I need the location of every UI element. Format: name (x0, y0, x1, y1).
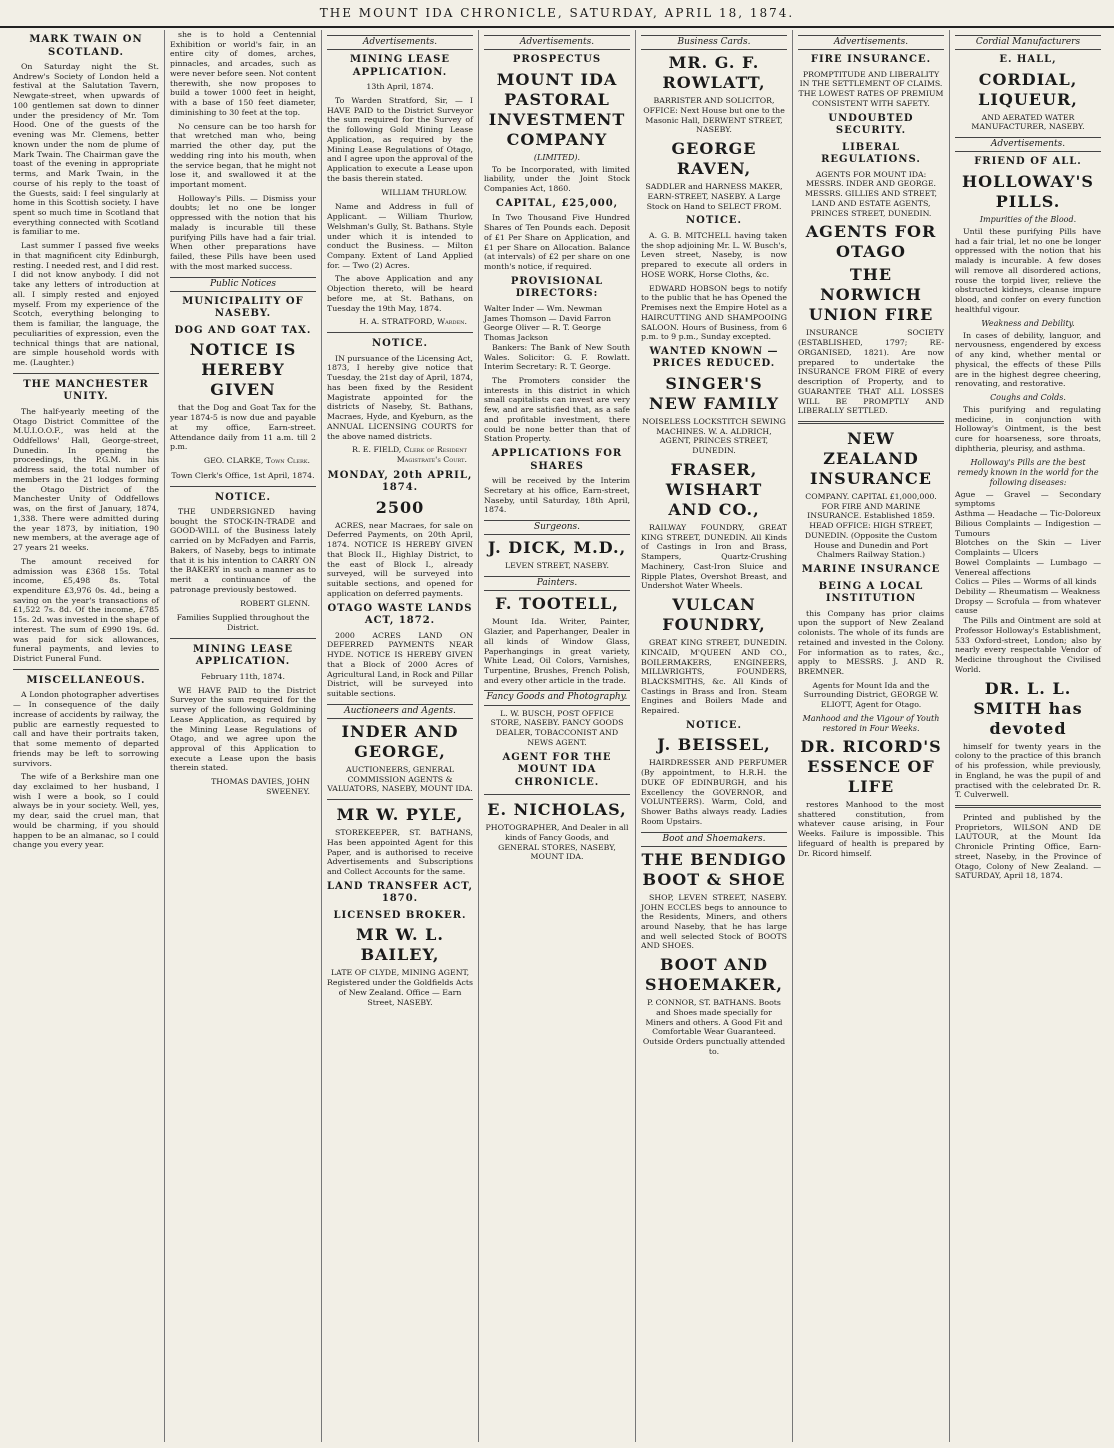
mark-twain-paragraph: On Saturday night the St. Andrew's Society of London held a festival at the Salutation Tavern, Newgate-street, when upwards of 100 gentlemen sat down to dinner under the presidency of Mr. Tom Hood. One of the guests of the evening was Mr. Clemens, better known under the nom de plume of Mark Twain. The Chairman gave the toast of the evening in appropriate terms, and Mark Twain, in the course of his reply to the toast of the Guests, said: I feel singularly at home in this Scottish society. I have spent so much time in Scotland that everything connected with Scotland is familiar to me. (13, 62, 159, 237)
bankers-paragraph: Bankers: The Bank of New South Wales. Solicitor: G. F. Rowlatt. Interim Secretary: R. T. George. (484, 342, 630, 372)
list-item: Dropsy — Scrofula — from whatever cause (955, 596, 1101, 616)
column-7 (950, 30, 1106, 1442)
imprint-paragraph: Printed and published by the Proprietors, WILSON AND DE LAUTOUR, at the Mount Ida Chronicle Printing Office, Earn-street, Naseby, in the Province of Otago, Colony of New Zealand. — SATURDAY, April 18, 1874. (955, 813, 1101, 881)
licensing-paragraph: IN pursuance of the Licensing Act, 1873, I hereby give notice that Tuesday, the 21st day of April, 1874, has been fixed by the Resident Magistrate appointed for the districts of Naseby, St. Bathans, Macraes, Hyde, and Kyeburn, as the ANNUAL LICENSING COURTS for the above named districts. (327, 353, 473, 441)
miscellaneous-heading: MISCELLANEOUS. (26, 674, 146, 686)
manchester-unity-heading: THE MANCHESTER UNITY. (23, 378, 149, 403)
pills-sold-paragraph: The Pills and Ointment are sold at Professor Holloway's Establishment, 533 Oxford-street, London; also by nearly every respectable Vendor of Medicine throughout the Civilised World. (955, 616, 1101, 674)
vulcan-paragraph: GREAT KING STREET, DUNEDIN. KINCAID, M'QUEEN AND CO., BOILERMAKERS, ENGINEERS, MILLWRIGHTS, FOUNDERS, BLACKSMITHS, &c. All Kinds of Castings in Brass and Iron. Steam Engines and Boilers Made and Repaired. (641, 638, 787, 716)
busch-paragraph: L. W. BUSCH, POST OFFICE STORE, NASEBY. FANCY GOODS DEALER, TOBACCONIST AND NEWS AGENT. (490, 708, 624, 747)
ricord-paragraph: restores Manhood to the most shattered constitution, from whatever cause arising, in Four Weeks. Failure is impossible. This lifeguard of health is prepared by Dr. Ricord himself. (798, 799, 944, 858)
list-item: Asthma — Headache — Tic-Doloreux (955, 509, 1101, 519)
list-item: Thomas Jackson (484, 333, 549, 343)
misc-paragraph: The wife of a Berkshire man one day exclaimed to her husband, I wish I were a book, so I could always be in your society. Well, yes, my dear, said the cruel man, that would be charming, if you should happen to be an almanac, so I could change you every year. (13, 772, 159, 850)
boot-makers-heading: Boot and Shoemakers. (641, 832, 787, 847)
municipality-heading: MUNICIPALITY OF NASEBY. (182, 295, 304, 320)
eliott-paragraph: Agents for Mount Ida and the Surrounding District, GEORGE W. ELIOTT, Agent for Otago. (803, 680, 939, 710)
column-4 (479, 30, 636, 1442)
applicant-paragraph: Name and Address in full of Applicant. — William Thurlow, Welshman's Gully, St. Bathans. Style under which it is intended to conduct the Business. — Milton Company. Extent of Land Applied for. — Two (2) Acres. (327, 202, 473, 270)
company-subtitle: (LIMITED). (533, 152, 581, 162)
waste-lands-heading: OTAGO WASTE LANDS ACT, 1872. (327, 602, 473, 627)
beissel-title: J. BEISSEL, (657, 735, 771, 755)
beissel-paragraph: HAIRDRESSER AND PERFUMER (By appointment, to H.R.H. the DUKE OF EDINBURGH, and his Excellency the GOVERNOR, and VOLUNTEERS). Warm, Cold, and Shower Baths always ready. Ladies Room Upstairs. (641, 758, 787, 826)
bendigo-title: THE BENDIGO BOOT & SHOE (641, 849, 787, 889)
singer-paragraph: NOISELESS LOCKSTITCH SEWING MACHINES. W. A. ALDRICH, AGENT, PRINCES STREET, DUNEDIN. (642, 416, 786, 456)
hall-heading: E. HALL, (999, 54, 1057, 66)
debility-paragraph: In cases of debility, languor, and nervousness, engendered by excess of any kind, whether mental or physical, the effects of these Pills are in the highest degree cheering, renovating, and restorative. (955, 330, 1101, 389)
mining-lease-paragraph: WE HAVE PAID to the District Surveyor the sum required for the survey of the following Goldmining Lease Application, as required by the Mining Lease Regulations of Otago, and we agree upon the approval of this Application to execute a Lease upon the basis therein stated. (170, 685, 316, 773)
signature: R. E. FIELD, Clerk of Resident Magistrate's Court. (351, 445, 467, 464)
inder-george-title: INDER AND GEORGE, (341, 721, 459, 761)
divider (170, 638, 316, 639)
column-1 (8, 30, 165, 1442)
business-cards-heading: Business Cards. (641, 35, 787, 50)
impurities-paragraph: Until these purifying Pills have had a fair trial, let no one be longer oppressed with the notion that his malady is incurable. A few doses will remove all disordered actions, rouse the torpid liver, relieve the obstructed kidneys, cleanse impure blood, and confer on every function healthful vigour. (955, 226, 1101, 314)
misc-paragraph: A London photographer advertises — In consequence of the daily increase of accidents by railway, the public are earnestly requested to call and have their portraits taken, that some memento of departed friends may be left to sorrowing survivors. (13, 690, 159, 768)
diseases-subtitle: Holloway's Pills are the best remedy known in the world for the following diseases: (957, 457, 1099, 487)
column-2 (165, 30, 322, 1442)
nicholas-paragraph: PHOTOGRAPHER, And Dealer in all kinds of Fancy Goods, and GENERAL STORES, NASEBY, MOUNT IDA. (485, 823, 629, 862)
article-paragraph: she is to hold a Centennial Exhibition or world's fair, in an entire city of domes, arches, pinnacles, and arcades, such as were never before seen. Not content therewith, she now proposes to build a tower 1000 feet in height, with a base of 150 feet diameter, diminishing to 30 feet at the top. (170, 30, 316, 117)
debility-subtitle: Weakness and Debility. (981, 318, 1075, 328)
connor-title: BOOT AND SHOEMAKER, (645, 955, 783, 995)
licensed-broker-heading: LICENSED BROKER. (333, 909, 467, 921)
fancy-goods-heading: Fancy Goods and Photography. (484, 690, 630, 705)
vulcan-title: VULCAN FOUNDRY, (662, 595, 766, 635)
coughs-subtitle: Coughs and Colds. (990, 392, 1066, 402)
divider (170, 486, 316, 487)
coughs-paragraph: This purifying and regulating medicine, in conjunction with Holloway's Ointment, is the best cure for hoarseness, sore throats, diphtheria, pleurisy, and asthma. (955, 404, 1101, 453)
incorporation-paragraph: To be Incorporated, with limited liability, under the Joint Stock Companies Act, 1860. (484, 164, 630, 194)
rowlatt-paragraph: BARRISTER AND SOLICITOR, OFFICE: Next House but one to the Masonic Hall, DERWENT STREET, NASEBY. (643, 96, 785, 135)
list-item: Bowel Complaints — Lumbago — Venereal affections (955, 557, 1101, 577)
raven-paragraph: SADDLER and HARNESS MAKER, EARN-STREET, NASEBY. A Large Stock on Hand to SELECT FROM. (645, 182, 783, 211)
norwich-title: THE NORWICH UNION FIRE (808, 265, 934, 325)
dog-tax-heading: DOG AND GOAT TAX. (174, 324, 312, 336)
manchester-paragraph: The amount received for admission was £368 15s. Total income, £5,498 8s. Total expenditure £3,976 0s. 4d., being a saving on the year's transactions of £1,522 7s. 8d. Of the income, £785 15s. 2d. was invested in the shape of interest. The sum of £990 19s. 6d. was paid for sick allowances, funeral payments, and levies to District Funeral Fund. (13, 556, 159, 664)
dateline: Town Clerk's Office, 1st April, 1874. (171, 470, 315, 480)
dog-tax-paragraph: that the Dog and Goat Tax for the year 1874-5 is now due and payable at my office, Earn-street. Attendance daily from 11 a.m. till 2 p.m. (170, 403, 316, 452)
manchester-paragraph: The half-yearly meeting of the Otago District Committee of the M.U.I.O.O.F., was held at the Oddfellows' Hall, George-street, Dunedin. In opening the proceedings, the P.G.M. in his address said, the total number of members in the 21 lodges forming the Otago District of the Manchester Unity of Oddfellows was, on the first of January, 1874, 1,338. There were admitted during the year 1873, by initiation, 190 new members, at the average age of 27 years 21 weeks. (13, 406, 159, 553)
hobson-paragraph: EDWARD HOBSON begs to notify to the public that he has Opened the Premises next the Empire Hotel as a HAIRCUTTING AND SHAMPOOING SALOON. Hours of Business, from 6 p.m. to 9 p.m., Sunday excepted. (641, 283, 787, 342)
article-paragraph: No censure can be too harsh for that wretched man who, being married the other day, put the wedding ring into his mouth, when the service began, that he might not lose it, and swallowed it at the important moment. (170, 121, 316, 190)
masthead: THE MOUNT IDA CHRONICLE, SATURDAY, APRIL 18, 1874. (0, 0, 1114, 28)
nz-insurance-paragraph: COMPANY. CAPITAL £1,000,000. FOR FIRE AND MARINE INSURANCE. Established 1859. HEAD OFFICE: HIGH STREET, DUNEDIN. (Opposite the Custom House and Dunedin and Port Chalmers Railway Station.) (804, 491, 938, 560)
singer-title: SINGER'S NEW FAMILY (648, 373, 780, 413)
capital-heading: CAPITAL, £25,000, (495, 197, 619, 209)
list-item: Walter Inder — Wm. Newman (484, 303, 603, 313)
bendigo-paragraph: SHOP, LEVEN STREET, NASEBY. JOHN ECCLES begs to announce to the Residents, Miners, and others around Naseby, that he has large and well selected Stock of BOOTS AND SHOES. (641, 892, 787, 951)
friend-heading: FRIEND OF ALL. (974, 156, 1082, 168)
connor-paragraph: P. CONNOR, ST. BATHANS. Boots and Shoes made specially for Miners and others. A Good Fit and Comfortable Wear Guaranteed. Outside Orders punctually attended to. (642, 998, 786, 1056)
security-heading: UNDOUBTED SECURITY. (828, 112, 914, 137)
diseases-list (955, 490, 1101, 617)
fire-insurance-heading: FIRE INSURANCE. (810, 54, 932, 66)
ricord-title: DR. RICORD'S ESSENCE OF LIFE (800, 736, 942, 796)
signature: WILLIAM THURLOW. (381, 187, 467, 197)
rowlatt-title: MR. G. F. ROWLATT, (662, 53, 766, 93)
advertisements-heading: Advertisements. (484, 35, 630, 50)
mark-twain-heading: MARK TWAIN ON SCOTLAND. (29, 34, 143, 58)
bakery-paragraph: THE UNDERSIGNED having bought the STOCK-IN-TRADE and GOOD-WILL of the Business lately carried on by McFadyen and Farris, Bakers, of Naseby, begs to intimate that it is his intention to CARRY ON the BAKERY in such a manner as to merit a continuance of the patronage previously bestowed. (170, 507, 316, 594)
local-institution-heading: BEING A LOCAL INSTITUTION (818, 580, 924, 605)
surgeons-heading: Surgeons. (484, 520, 630, 535)
agent-heading: AGENT FOR THE MOUNT IDA CHRONICLE. (502, 751, 612, 788)
divider (798, 421, 944, 424)
advertisements-heading: Advertisements. (327, 35, 473, 50)
agents-paragraph: AGENTS FOR MOUNT IDA: MESSRS. INDER AND GEORGE. MESSRS. GILLIES AND STREET, LAND AND ESTATE AGENTS, PRINCES STREET, DUNEDIN. (805, 169, 937, 218)
signature: GEO. CLARKE, Town Clerk. (203, 456, 310, 466)
bailey-title: MR W. L. BAILEY, (355, 925, 444, 965)
mining-lease-heading: MINING LEASE APPLICATION. (350, 54, 450, 78)
local-paragraph: this Company has prior claims upon the support of New Zealand colonists. The whole of its funds are retained and invested in the Colony. For information as to rates, &c., apply to MESSRS. J. AND R. BREMNER. (798, 608, 944, 677)
list-item: Debility — Rheumatism — Weakness (955, 587, 1100, 596)
pyle-title: MR W. PYLE, (336, 805, 464, 825)
impurities-subtitle: Impurities of the Blood. (979, 214, 1077, 224)
painters-heading: Painters. (484, 576, 630, 591)
tagline: Families Supplied throughout the District. (176, 613, 310, 633)
wanted-heading: WANTED KNOWN — PRICES REDUCED. (649, 345, 779, 370)
cordial-paragraph: AND AERATED WATER MANUFACTURER, NASEBY. (971, 112, 1085, 132)
mining-lease-heading: MINING LEASE APPLICATION. (193, 643, 293, 668)
directors-list (484, 304, 630, 343)
notice-given-title: NOTICE IS HEREBY GIVEN (189, 340, 297, 400)
holloway-title: HOLLOWAY'S PILLS. (962, 171, 1094, 211)
fraser-title: FRASER, WISHART AND CO., (665, 459, 763, 519)
advertisements-heading: Advertisements. (955, 137, 1101, 152)
cordial-heading: Cordial Manufacturers (955, 35, 1101, 50)
column-3 (322, 30, 479, 1442)
signature: THOMAS DAVIES, JOHN SWEENEY. (211, 777, 310, 796)
inder-george-paragraph: AUCTIONEERS, GENERAL COMMISSION AGENTS & VALUATORS, NASEBY, MOUNT IDA. (327, 764, 473, 794)
column-5 (636, 30, 793, 1442)
prospectus-heading: PROSPECTUS (512, 54, 602, 66)
list-item: Bilious Complaints — Indigestion — Tumours (955, 518, 1101, 538)
divider (327, 332, 473, 333)
divider (13, 669, 159, 670)
cordial-title: CORDIAL, LIQUEUR, (978, 69, 1078, 109)
newspaper-page (8, 30, 1106, 1442)
signature: H. A. STRATFORD, Warden. (359, 317, 467, 327)
promoters-paragraph: The Promoters consider the interests in this district in which small capitalists can invest are very few, and are satisfied that, as a safe and profitable investment, there could be none better than that of Station Property. (484, 376, 630, 444)
land-transfer-heading: LAND TRANSFER ACT, 1870. (327, 880, 474, 905)
tootell-title: F. TOOTELL, (495, 594, 619, 614)
regulations-heading: LIBERAL REGULATIONS. (821, 141, 921, 166)
dateline: MONDAY, 20th APRIL, 1874. (327, 469, 473, 494)
public-notices-heading: Public Notices (170, 277, 316, 292)
dick-title: J. DICK, M.D., (487, 538, 627, 558)
list-item: Ague — Gravel — Secondary symptoms (955, 489, 1101, 509)
divider (484, 794, 630, 795)
tootell-paragraph: Mount Ida. Writer, Painter, Glazier, and Paperhanger, Dealer in all kinds of Window Glass, Paperhangings in great variety, White Lead, Oil Colors, Varnishes, Turpentine, Brushes, French Polish, and every other article in the trade. (484, 617, 630, 685)
mitchell-paragraph: A. G. B. MITCHELL having taken the shop adjoining Mr. L. W. Busch's, Leven street, Naseby, is now prepared to execute all orders in HOSE WORK, Horse Cloths, &c. (641, 230, 788, 279)
fire-insurance-paragraph: PROMPTITUDE AND LIBERALITY IN THE SETTLEMENT OF CLAIMS. THE LOWEST RATES OF PREMIUM CONSISTENT WITH SAFETY. (798, 69, 944, 108)
nz-insurance-title: NEW ZEALAND INSURANCE (810, 428, 932, 488)
notice-heading: NOTICE. (685, 719, 743, 731)
hearing-paragraph: The above Application and any Objection thereto, will be heard before me, at St. Bathans, on Tuesday the 19th May, 1874. (327, 274, 473, 313)
fraser-paragraph: RAILWAY FOUNDRY, GREAT KING STREET, DUNEDIN. All Kinds of Castings in Iron and Brass, Stampers, Quartz-Crushing Machinery, Cast-Iron Sluice and Ripple Plates, Overshot Breast, and Undershot Water Wheels. (641, 522, 787, 591)
list-item: George Oliver — R. T. George (484, 323, 601, 333)
list-item: James Thomson — David Farron (484, 313, 612, 323)
manhood-subtitle: Manhood and the Vigour of Youth restored in Four Weeks. (802, 713, 940, 733)
mark-twain-paragraph: Last summer I passed five weeks in that magnificent city Edinburgh, resting. I needed rest, and I did rest. I did not know anybody. I did not take any letters of introduction at all. I simply rested and enjoyed myself. From my experience of the Scotch, everything belonging to them is familiar, the language, the peculiarities of expression, even the technical things that are national, are simple household words with me. (Laughter.) (13, 241, 159, 368)
nicholas-title: E. NICHOLAS, (487, 800, 627, 820)
raven-title: GEORGE RAVEN, (671, 139, 757, 179)
marine-heading: MARINE INSURANCE (801, 564, 941, 576)
shares-paragraph: In Two Thousand Five Hundred Shares of Ten Pounds each. Deposit of £1 Per Share on Application, and £1 per Share on Allocation. Balance (at intervals) of £2 per share on one month's notice, if required. (484, 213, 630, 272)
bailey-paragraph: LATE OF CLYDE, MINING AGENT, Registered under the Goldfields Acts of New Zealand. Office — Earn Street, NASEBY. (327, 968, 473, 1007)
applications-heading: APPLICATIONS FOR SHARES (491, 448, 623, 472)
agents-otago-title: AGENTS FOR OTAGO (805, 222, 937, 262)
notice-heading: NOTICE. (214, 491, 272, 503)
list-item: Colics — Piles — Worms of all kinds (955, 577, 1097, 587)
divider (13, 373, 159, 374)
divider (955, 805, 1101, 808)
advertisements-heading: Advertisements. (798, 35, 944, 50)
pyle-paragraph: STOREKEEPER, ST. BATHANS, Has been appointed Agent for this Paper, and is authorised to receive Advertisements and Subscriptions and Collect Accounts for the same. (327, 828, 473, 877)
waste-lands-paragraph: 2000 ACRES LAND ON DEFERRED PAYMENTS NEAR HYDE. NOTICE IS HEREBY GIVEN that a Block of 2000 Acres of Agricultural Land, in Rock and Pillar District, will be surveyed into suitable sections. (327, 630, 473, 698)
column-6 (793, 30, 950, 1442)
acres-paragraph: ACRES, near Macraes, for sale on Deferred Payments, on 20th April, 1874. NOTICE IS HEREBY GIVEN that Block II., Highlay District, to the east of Block I., already surveyed, will be surveyed into suitable sections, and opened for application on deferred payments. (327, 520, 473, 598)
signature: ROBERT GLENN. (240, 598, 310, 608)
divider (327, 799, 473, 800)
directors-heading: PROVISIONAL DIRECTORS: (510, 275, 604, 300)
list-item: Blotches on the Skin — Liver Complaints — Ulcers (955, 538, 1101, 558)
smith-title: DR. L. L. SMITH has devoted (973, 678, 1083, 738)
smith-paragraph: himself for twenty years in the colony to the practice of this branch of his profession, while previously, in England, he was the pupil of and practised with the celebrated Dr. R. T. Culverwell. (955, 741, 1101, 800)
dateline: February 11th, 1874. (201, 671, 285, 681)
auctioneers-heading: Auctioneers and Agents. (327, 704, 473, 719)
dateline: 13th April, 1874. (366, 82, 434, 92)
dick-address: LEVEN STREET, NASEBY. (505, 561, 609, 571)
applications-paragraph: will be received by the Interim Secretary at his office, Earn-street, Naseby, until Saturday, 18th April, 1874. (484, 476, 630, 515)
company-title: MOUNT IDA PASTORAL INVESTMENT COMPANY (488, 69, 626, 149)
acres-figure: 2500 (375, 497, 425, 517)
notice-heading: NOTICE. (371, 338, 429, 350)
notice-heading: NOTICE. (685, 215, 743, 227)
norwich-paragraph: INSURANCE SOCIETY (ESTABLISHED, 1797; RE-ORGANISED, 1821). Are now prepared to undertake the INSURANCE FROM FIRE of every description of Property, and to GUARANTEE THAT ALL LOSSES WILL BE PROMPTLY AND LIBERALLY SETTLED. (798, 328, 944, 416)
holloway-paragraph: Holloway's Pills. — Dismiss your doubts; let no one be longer oppressed with the notion that his malady is incurable till these purifying Pills have had a fair trial. When other preparations have failed, these Pills have been used with the most marked success. (170, 193, 316, 271)
mining-lease-paragraph: To Warden Stratford, Sir, — I HAVE PAID to the District Surveyor the sum required for the Survey of the following Gold Mining Lease Application, as required by the Mining Lease Regulations of Otago, and I agree upon the approval of the Application to execute a Lease upon the basis therein stated. (327, 95, 473, 183)
